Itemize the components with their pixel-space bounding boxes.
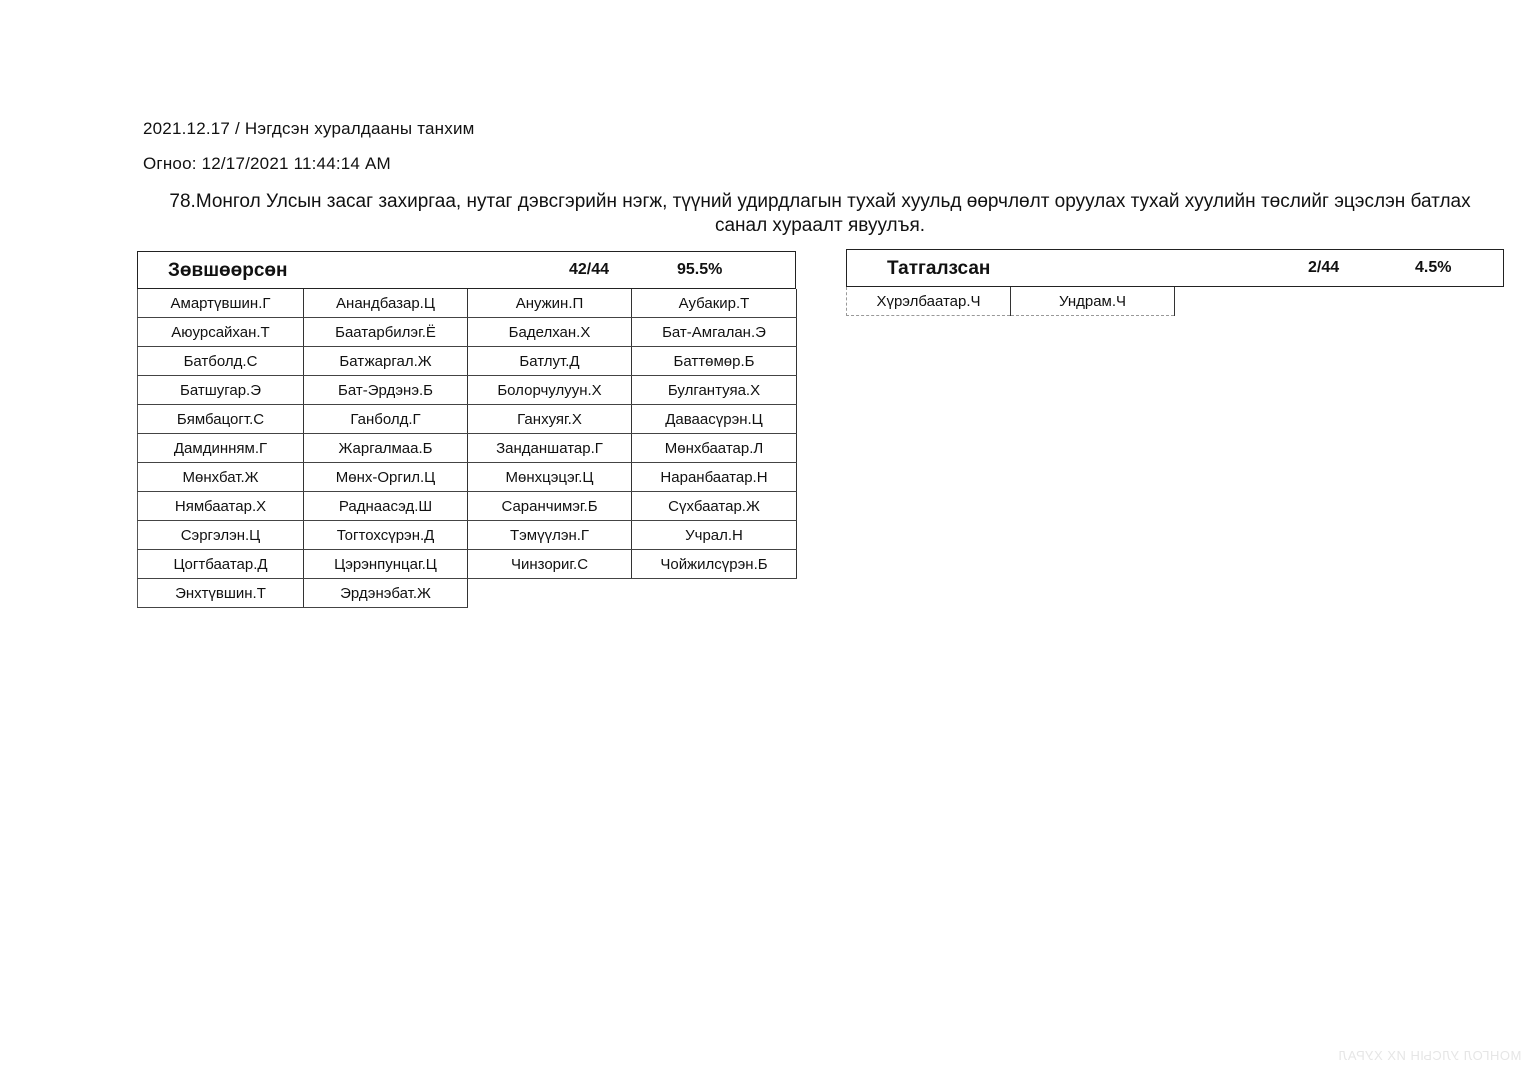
member-name: Сэргэлэн.Ц [138, 521, 304, 550]
table-row [138, 492, 797, 521]
member-name: Учрал.Н [632, 521, 797, 550]
member-name: Чойжилсүрэн.Б [632, 550, 797, 579]
approved-percent: 95.5% [677, 261, 723, 278]
member-name: Энхтүвшин.Т [138, 579, 304, 608]
table-row [138, 405, 797, 434]
member-name: Чинзориг.С [468, 550, 632, 579]
table-row [138, 521, 797, 550]
approved-label: Зөвшөөрсөн [168, 260, 288, 281]
member-name: Амартүвшин.Г [138, 289, 304, 318]
member-name: Аюурсайхан.Т [138, 318, 304, 347]
table-row [847, 287, 1175, 316]
member-name: Наранбаатар.Н [632, 463, 797, 492]
member-name: Занданшатар.Г [468, 434, 632, 463]
member-name: Цэрэнпунцаг.Ц [304, 550, 468, 579]
table-row [138, 318, 797, 347]
rejected-label: Татгалзсан [887, 258, 991, 279]
member-name: Баделхан.Х [468, 318, 632, 347]
member-name: Мөнхцэцэг.Ц [468, 463, 632, 492]
session-info: 2021.12.17 / Нэгдсэн хуралдааны танхим [143, 119, 475, 138]
member-name: Мөнх-Оргил.Ц [304, 463, 468, 492]
table-row [138, 579, 797, 608]
member-name: Баатарбилэг.Ё [304, 318, 468, 347]
member-name: Батболд.С [138, 347, 304, 376]
rejected-percent: 4.5% [1415, 259, 1452, 276]
member-name: Тогтохсүрэн.Д [304, 521, 468, 550]
member-name: Нямбаатар.Х [138, 492, 304, 521]
rejected-count: 2/44 [1308, 259, 1340, 276]
table-row [138, 289, 797, 318]
member-name: Ганхуяг.Х [468, 405, 632, 434]
member-name: Дамдинням.Г [138, 434, 304, 463]
empty-cell [468, 579, 632, 608]
member-name: Даваасүрэн.Ц [632, 405, 797, 434]
member-name: Бямбацогт.С [138, 405, 304, 434]
member-name: Жаргалмаа.Б [304, 434, 468, 463]
empty-cell [632, 579, 797, 608]
vote-date: Огноо: 12/17/2021 11:44:14 AM [143, 154, 391, 173]
approved-panel [137, 251, 796, 608]
table-row [138, 434, 797, 463]
member-name: Аубакир.Т [632, 289, 797, 318]
member-name: Цогтбаатар.Д [138, 550, 304, 579]
watermark: МОНГОЛ УЛСЫН ИХ ХУРАЛ [1337, 1048, 1521, 1063]
rejected-panel [846, 249, 1504, 316]
table-row [138, 347, 797, 376]
approved-header [137, 251, 796, 289]
member-name: Мөнхбат.Ж [138, 463, 304, 492]
table-row [138, 376, 797, 405]
rejected-table [846, 287, 1175, 316]
approved-count: 42/44 [569, 261, 610, 278]
member-name: Батшугар.Э [138, 376, 304, 405]
member-name: Баттөмөр.Б [632, 347, 797, 376]
member-name: Болорчулуун.Х [468, 376, 632, 405]
member-name: Батжаргал.Ж [304, 347, 468, 376]
member-name: Ганболд.Г [304, 405, 468, 434]
table-row [138, 463, 797, 492]
approved-table [137, 289, 797, 608]
member-name: Анандбазар.Ц [304, 289, 468, 318]
member-name: Ундрам.Ч [1011, 287, 1175, 316]
vote-title: 78.Монгол Улсын засаг захиргаа, нутаг дэвсгэрийн нэгж, түүний удирдлагын тухай хуульд өөрчлөлт оруулах тухай хуулийн төслийг эцэслэн батлах санал хураалт явуулъя. [169, 191, 1471, 236]
member-name: Раднаасэд.Ш [304, 492, 468, 521]
member-name: Эрдэнэбат.Ж [304, 579, 468, 608]
member-name: Анужин.П [468, 289, 632, 318]
member-name: Бат-Эрдэнэ.Б [304, 376, 468, 405]
member-name: Сүхбаатар.Ж [632, 492, 797, 521]
table-row [138, 550, 797, 579]
rejected-header [846, 249, 1504, 287]
member-name: Батлут.Д [468, 347, 632, 376]
member-name: Хүрэлбаатар.Ч [847, 287, 1011, 316]
member-name: Саранчимэг.Б [468, 492, 632, 521]
member-name: Мөнхбаатар.Л [632, 434, 797, 463]
member-name: Тэмүүлэн.Г [468, 521, 632, 550]
member-name: Булгантуяа.Х [632, 376, 797, 405]
member-name: Бат-Амгалан.Э [632, 318, 797, 347]
